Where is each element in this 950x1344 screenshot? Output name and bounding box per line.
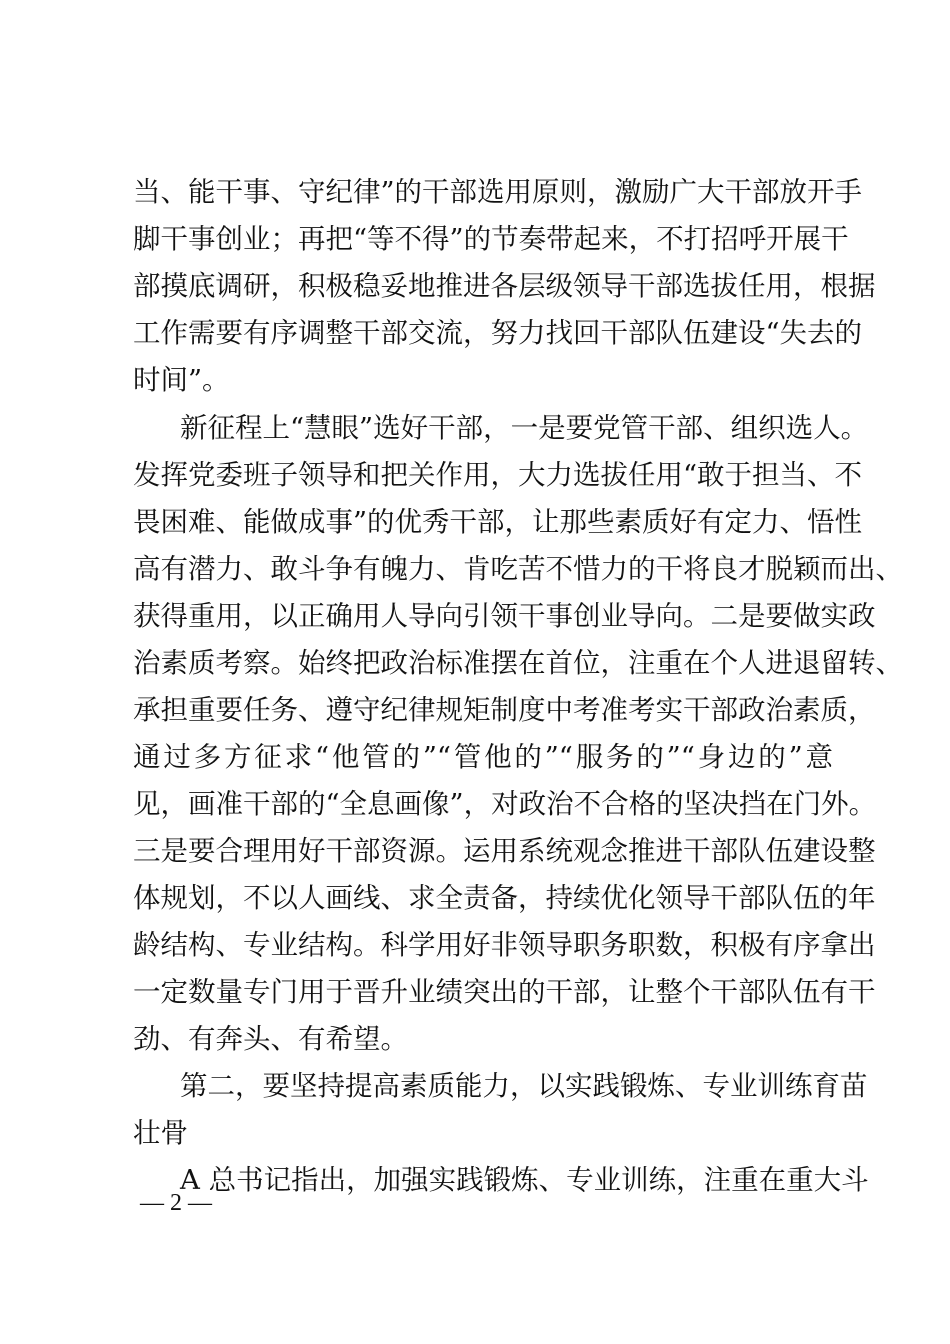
paragraph-line: 新征程上“慧眼”选好干部，一是要党管干部、组织选人。: [180, 412, 869, 444]
paragraph-line: 治素质考察。始终把政治标准摆在首位，注重在个人进退留转、: [133, 647, 903, 679]
section-heading-line: 壮骨: [133, 1117, 188, 1149]
paragraph-line: 脚干事创业；再把“等不得”的节奏带起来，不打招呼开展干: [133, 223, 849, 255]
paragraph-line: A 总书记指出，加强实践锻炼、专业训练，注重在重大斗: [180, 1164, 869, 1196]
paragraph-line: 三是要合理用好干部资源。运用系统观念推进干部队伍建设整: [133, 835, 876, 867]
paragraph-line: 体规划，不以人画线、求全责备，持续优化领导干部队伍的年: [133, 882, 876, 914]
paragraph-line: 见，画准干部的“全息画像”，对政治不合格的坚决挡在门外。: [133, 788, 877, 820]
paragraph-line: 部摸底调研，积极稳妥地推进各层级领导干部选拔任用，根据: [133, 270, 876, 302]
page-number: — 2 —: [140, 1190, 212, 1216]
paragraph-line: 通过多方征求“他管的”“管他的”“服务的”“身边的”意: [133, 741, 833, 773]
paragraph-line: 时间”。: [133, 364, 230, 396]
section-heading-line: 第二，要坚持提高素质能力，以实践锻炼、专业训练育苗: [180, 1070, 868, 1102]
paragraph-line: 获得重用，以正确用人导向引领干事创业导向。二是要做实政: [133, 600, 876, 632]
paragraph-line: 当、能干事、守纪律”的干部选用原则，激励广大干部放开手: [133, 176, 863, 208]
paragraph-line: 龄结构、专业结构。科学用好非领导职务职数，积极有序拿出: [133, 929, 876, 961]
paragraph-line: 畏困难、能做成事”的优秀干部，让那些素质好有定力、悟性: [133, 506, 863, 538]
paragraph-line: 劲、有奔头、有希望。: [133, 1023, 408, 1055]
paragraph-line: 高有潜力、敢斗争有魄力、肯吃苦不惜力的干将良才脱颖而出、: [133, 553, 903, 585]
paragraph-line: 工作需要有序调整干部交流，努力找回干部队伍建设“失去的: [133, 317, 863, 349]
paragraph-line: 一定数量专门用于晋升业绩突出的干部，让整个干部队伍有干: [133, 976, 876, 1008]
paragraph-line: 承担重要任务、遵守纪律规矩制度中考准考实干部政治素质，: [133, 694, 876, 726]
paragraph-line: 发挥党委班子领导和把关作用，大力选拔任用“敢于担当、不: [133, 459, 863, 491]
